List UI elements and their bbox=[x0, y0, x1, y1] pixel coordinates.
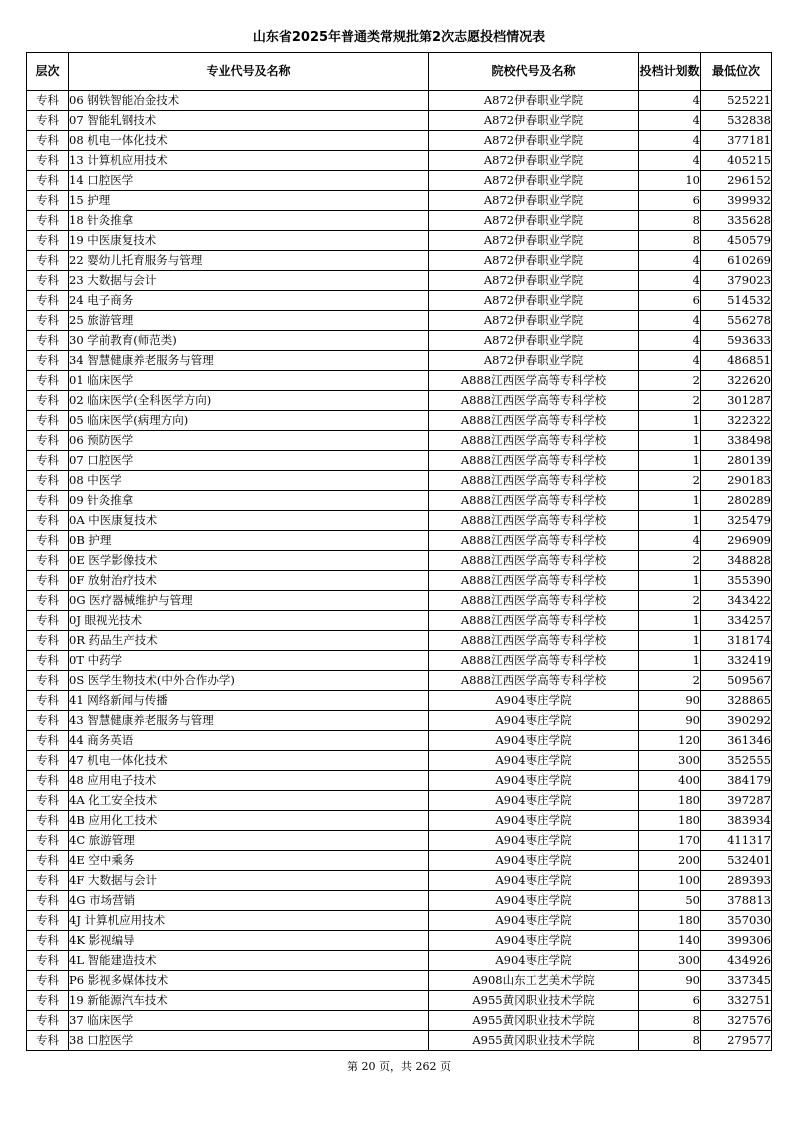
cell-rank: 337345 bbox=[701, 971, 772, 991]
table-row bbox=[27, 951, 772, 971]
cell-school: A888江西医学高等专科学校 bbox=[429, 451, 639, 471]
cell-plan: 1 bbox=[639, 431, 701, 451]
cell-major: 24 电子商务 bbox=[69, 291, 429, 311]
cell-school: A872伊春职业学院 bbox=[429, 91, 639, 111]
cell-school: A904枣庄学院 bbox=[429, 711, 639, 731]
cell-plan: 1 bbox=[639, 611, 701, 631]
table-row bbox=[27, 831, 772, 851]
cell-school: A904枣庄学院 bbox=[429, 731, 639, 751]
cell-major: 07 智能轧钢技术 bbox=[69, 111, 429, 131]
cell-plan: 2 bbox=[639, 371, 701, 391]
cell-rank: 399306 bbox=[701, 931, 772, 951]
cell-rank: 296909 bbox=[701, 531, 772, 551]
cell-level: 专科 bbox=[27, 671, 69, 691]
cell-rank: 280289 bbox=[701, 491, 772, 511]
cell-level: 专科 bbox=[27, 251, 69, 271]
cell-level: 专科 bbox=[27, 151, 69, 171]
cell-level: 专科 bbox=[27, 211, 69, 231]
header-school: 院校代号及名称 bbox=[429, 53, 639, 91]
cell-level: 专科 bbox=[27, 171, 69, 191]
cell-major: 07 口腔医学 bbox=[69, 451, 429, 471]
table-row bbox=[27, 591, 772, 611]
cell-school: A872伊春职业学院 bbox=[429, 271, 639, 291]
table-row bbox=[27, 931, 772, 951]
cell-level: 专科 bbox=[27, 831, 69, 851]
cell-school: A908山东工艺美术学院 bbox=[429, 971, 639, 991]
cell-plan: 2 bbox=[639, 471, 701, 491]
table-row bbox=[27, 211, 772, 231]
cell-level: 专科 bbox=[27, 591, 69, 611]
cell-level: 专科 bbox=[27, 451, 69, 471]
cell-plan: 2 bbox=[639, 391, 701, 411]
table-body bbox=[27, 91, 772, 1051]
cell-level: 专科 bbox=[27, 771, 69, 791]
cell-rank: 280139 bbox=[701, 451, 772, 471]
cell-plan: 8 bbox=[639, 231, 701, 251]
table-row bbox=[27, 811, 772, 831]
cell-level: 专科 bbox=[27, 911, 69, 931]
cell-rank: 334257 bbox=[701, 611, 772, 631]
cell-level: 专科 bbox=[27, 351, 69, 371]
cell-school: A904枣庄学院 bbox=[429, 811, 639, 831]
cell-level: 专科 bbox=[27, 931, 69, 951]
cell-plan: 1 bbox=[639, 491, 701, 511]
cell-major: 19 中医康复技术 bbox=[69, 231, 429, 251]
cell-major: 06 预防医学 bbox=[69, 431, 429, 451]
cell-school: A888江西医学高等专科学校 bbox=[429, 671, 639, 691]
cell-plan: 4 bbox=[639, 271, 701, 291]
cell-major: 08 机电一体化技术 bbox=[69, 131, 429, 151]
cell-plan: 200 bbox=[639, 851, 701, 871]
cell-rank: 397287 bbox=[701, 791, 772, 811]
cell-major: 37 临床医学 bbox=[69, 1011, 429, 1031]
table-row bbox=[27, 791, 772, 811]
header-major: 专业代号及名称 bbox=[69, 53, 429, 91]
cell-plan: 6 bbox=[639, 291, 701, 311]
cell-plan: 1 bbox=[639, 651, 701, 671]
cell-level: 专科 bbox=[27, 791, 69, 811]
cell-major: 22 婴幼儿托育服务与管理 bbox=[69, 251, 429, 271]
cell-level: 专科 bbox=[27, 531, 69, 551]
cell-level: 专科 bbox=[27, 811, 69, 831]
table-row bbox=[27, 691, 772, 711]
cell-school: A904枣庄学院 bbox=[429, 791, 639, 811]
cell-school: A872伊春职业学院 bbox=[429, 231, 639, 251]
cell-school: A888江西医学高等专科学校 bbox=[429, 571, 639, 591]
cell-rank: 328865 bbox=[701, 691, 772, 711]
table-row bbox=[27, 151, 772, 171]
cell-rank: 332419 bbox=[701, 651, 772, 671]
cell-rank: 434926 bbox=[701, 951, 772, 971]
cell-rank: 514532 bbox=[701, 291, 772, 311]
cell-plan: 2 bbox=[639, 591, 701, 611]
cell-plan: 120 bbox=[639, 731, 701, 751]
cell-plan: 4 bbox=[639, 331, 701, 351]
table-row bbox=[27, 631, 772, 651]
cell-major: 18 针灸推拿 bbox=[69, 211, 429, 231]
cell-rank: 450579 bbox=[701, 231, 772, 251]
table-row bbox=[27, 911, 772, 931]
cell-plan: 6 bbox=[639, 991, 701, 1011]
cell-level: 专科 bbox=[27, 491, 69, 511]
header-level: 层次 bbox=[27, 53, 69, 91]
cell-plan: 1 bbox=[639, 571, 701, 591]
cell-level: 专科 bbox=[27, 611, 69, 631]
table-row bbox=[27, 891, 772, 911]
cell-school: A955黄冈职业技术学院 bbox=[429, 991, 639, 1011]
table-row bbox=[27, 411, 772, 431]
table-row bbox=[27, 451, 772, 471]
cell-major: 4L 智能建造技术 bbox=[69, 951, 429, 971]
cell-school: A872伊春职业学院 bbox=[429, 171, 639, 191]
cell-school: A872伊春职业学院 bbox=[429, 211, 639, 231]
table-row bbox=[27, 611, 772, 631]
cell-plan: 180 bbox=[639, 911, 701, 931]
cell-major: 38 口腔医学 bbox=[69, 1031, 429, 1051]
cell-level: 专科 bbox=[27, 291, 69, 311]
table-row bbox=[27, 391, 772, 411]
cell-rank: 318174 bbox=[701, 631, 772, 651]
cell-level: 专科 bbox=[27, 851, 69, 871]
cell-plan: 90 bbox=[639, 691, 701, 711]
cell-major: 05 临床医学(病理方向) bbox=[69, 411, 429, 431]
cell-rank: 279577 bbox=[701, 1031, 772, 1051]
table-row bbox=[27, 1011, 772, 1031]
cell-school: A888江西医学高等专科学校 bbox=[429, 631, 639, 651]
cell-level: 专科 bbox=[27, 391, 69, 411]
cell-school: A872伊春职业学院 bbox=[429, 251, 639, 271]
cell-level: 专科 bbox=[27, 711, 69, 731]
cell-rank: 357030 bbox=[701, 911, 772, 931]
cell-rank: 289393 bbox=[701, 871, 772, 891]
cell-major: 34 智慧健康养老服务与管理 bbox=[69, 351, 429, 371]
cell-rank: 593633 bbox=[701, 331, 772, 351]
table-row bbox=[27, 731, 772, 751]
table-row bbox=[27, 711, 772, 731]
cell-level: 专科 bbox=[27, 751, 69, 771]
cell-rank: 322620 bbox=[701, 371, 772, 391]
cell-rank: 379023 bbox=[701, 271, 772, 291]
table-row bbox=[27, 551, 772, 571]
cell-plan: 140 bbox=[639, 931, 701, 951]
cell-major: 4E 空中乘务 bbox=[69, 851, 429, 871]
cell-level: 专科 bbox=[27, 191, 69, 211]
table-row bbox=[27, 671, 772, 691]
cell-major: 01 临床医学 bbox=[69, 371, 429, 391]
cell-plan: 1 bbox=[639, 411, 701, 431]
cell-level: 专科 bbox=[27, 891, 69, 911]
table-row bbox=[27, 871, 772, 891]
cell-plan: 2 bbox=[639, 671, 701, 691]
cell-level: 专科 bbox=[27, 431, 69, 451]
cell-major: 41 网络新闻与传播 bbox=[69, 691, 429, 711]
cell-level: 专科 bbox=[27, 111, 69, 131]
cell-school: A904枣庄学院 bbox=[429, 871, 639, 891]
cell-rank: 301287 bbox=[701, 391, 772, 411]
cell-rank: 348828 bbox=[701, 551, 772, 571]
cell-plan: 90 bbox=[639, 971, 701, 991]
cell-rank: 384179 bbox=[701, 771, 772, 791]
cell-school: A904枣庄学院 bbox=[429, 911, 639, 931]
cell-level: 专科 bbox=[27, 331, 69, 351]
cell-major: 14 口腔医学 bbox=[69, 171, 429, 191]
cell-major: 48 应用电子技术 bbox=[69, 771, 429, 791]
cell-major: 0E 医学影像技术 bbox=[69, 551, 429, 571]
cell-major: 06 钢铁智能冶金技术 bbox=[69, 91, 429, 111]
cell-school: A888江西医学高等专科学校 bbox=[429, 391, 639, 411]
cell-rank: 322322 bbox=[701, 411, 772, 431]
cell-rank: 556278 bbox=[701, 311, 772, 331]
cell-school: A955黄冈职业技术学院 bbox=[429, 1011, 639, 1031]
cell-plan: 180 bbox=[639, 811, 701, 831]
cell-school: A904枣庄学院 bbox=[429, 931, 639, 951]
cell-school: A904枣庄学院 bbox=[429, 831, 639, 851]
cell-rank: 332751 bbox=[701, 991, 772, 1011]
cell-major: 19 新能源汽车技术 bbox=[69, 991, 429, 1011]
cell-major: 4B 应用化工技术 bbox=[69, 811, 429, 831]
table-row bbox=[27, 371, 772, 391]
table-row bbox=[27, 271, 772, 291]
table-row bbox=[27, 851, 772, 871]
cell-plan: 180 bbox=[639, 791, 701, 811]
cell-plan: 4 bbox=[639, 531, 701, 551]
cell-major: 0F 放射治疗技术 bbox=[69, 571, 429, 591]
cell-school: A888江西医学高等专科学校 bbox=[429, 491, 639, 511]
cell-level: 专科 bbox=[27, 631, 69, 651]
cell-level: 专科 bbox=[27, 971, 69, 991]
cell-school: A888江西医学高等专科学校 bbox=[429, 511, 639, 531]
cell-plan: 400 bbox=[639, 771, 701, 791]
cell-major: 25 旅游管理 bbox=[69, 311, 429, 331]
cell-school: A872伊春职业学院 bbox=[429, 311, 639, 331]
cell-rank: 335628 bbox=[701, 211, 772, 231]
cell-major: 4J 计算机应用技术 bbox=[69, 911, 429, 931]
header-rank: 最低位次 bbox=[701, 53, 772, 91]
table-row bbox=[27, 751, 772, 771]
cell-plan: 4 bbox=[639, 311, 701, 331]
cell-school: A888江西医学高等专科学校 bbox=[429, 551, 639, 571]
cell-level: 专科 bbox=[27, 1011, 69, 1031]
cell-rank: 486851 bbox=[701, 351, 772, 371]
cell-major: 08 中医学 bbox=[69, 471, 429, 491]
cell-major: 4A 化工安全技术 bbox=[69, 791, 429, 811]
cell-plan: 2 bbox=[639, 551, 701, 571]
cell-level: 专科 bbox=[27, 871, 69, 891]
cell-rank: 411317 bbox=[701, 831, 772, 851]
cell-plan: 10 bbox=[639, 171, 701, 191]
cell-rank: 378813 bbox=[701, 891, 772, 911]
table-row bbox=[27, 131, 772, 151]
cell-major: 0A 中医康复技术 bbox=[69, 511, 429, 531]
cell-school: A872伊春职业学院 bbox=[429, 111, 639, 131]
cell-major: P6 影视多媒体技术 bbox=[69, 971, 429, 991]
cell-rank: 532838 bbox=[701, 111, 772, 131]
cell-level: 专科 bbox=[27, 551, 69, 571]
cell-rank: 338498 bbox=[701, 431, 772, 451]
header-plan: 投档计划数 bbox=[639, 53, 701, 91]
cell-rank: 610269 bbox=[701, 251, 772, 271]
cell-rank: 352555 bbox=[701, 751, 772, 771]
cell-level: 专科 bbox=[27, 131, 69, 151]
cell-rank: 383934 bbox=[701, 811, 772, 831]
cell-level: 专科 bbox=[27, 371, 69, 391]
cell-level: 专科 bbox=[27, 271, 69, 291]
table-row bbox=[27, 291, 772, 311]
cell-plan: 4 bbox=[639, 351, 701, 371]
cell-rank: 399932 bbox=[701, 191, 772, 211]
cell-level: 专科 bbox=[27, 651, 69, 671]
cell-major: 02 临床医学(全科医学方向) bbox=[69, 391, 429, 411]
cell-rank: 361346 bbox=[701, 731, 772, 751]
cell-school: A888江西医学高等专科学校 bbox=[429, 371, 639, 391]
cell-school: A888江西医学高等专科学校 bbox=[429, 591, 639, 611]
cell-plan: 1 bbox=[639, 511, 701, 531]
cell-school: A904枣庄学院 bbox=[429, 771, 639, 791]
cell-plan: 8 bbox=[639, 211, 701, 231]
cell-rank: 532401 bbox=[701, 851, 772, 871]
cell-school: A872伊春职业学院 bbox=[429, 291, 639, 311]
cell-level: 专科 bbox=[27, 731, 69, 751]
table-header-row bbox=[27, 53, 772, 91]
cell-plan: 8 bbox=[639, 1031, 701, 1051]
cell-level: 专科 bbox=[27, 991, 69, 1011]
cell-level: 专科 bbox=[27, 411, 69, 431]
cell-rank: 390292 bbox=[701, 711, 772, 731]
table-row bbox=[27, 771, 772, 791]
cell-major: 15 护理 bbox=[69, 191, 429, 211]
table-row bbox=[27, 971, 772, 991]
cell-rank: 290183 bbox=[701, 471, 772, 491]
cell-school: A904枣庄学院 bbox=[429, 751, 639, 771]
page-footer: 第 20 页，共 262 页 bbox=[347, 1060, 451, 1073]
cell-major: 13 计算机应用技术 bbox=[69, 151, 429, 171]
cell-school: A904枣庄学院 bbox=[429, 691, 639, 711]
cell-plan: 6 bbox=[639, 191, 701, 211]
cell-school: A904枣庄学院 bbox=[429, 851, 639, 871]
cell-major: 0S 医学生物技术(中外合作办学) bbox=[69, 671, 429, 691]
cell-level: 专科 bbox=[27, 691, 69, 711]
cell-major: 23 大数据与会计 bbox=[69, 271, 429, 291]
admission-table bbox=[26, 52, 772, 1051]
cell-school: A955黄冈职业技术学院 bbox=[429, 1031, 639, 1051]
cell-level: 专科 bbox=[27, 1031, 69, 1051]
cell-school: A872伊春职业学院 bbox=[429, 351, 639, 371]
cell-school: A872伊春职业学院 bbox=[429, 331, 639, 351]
cell-plan: 4 bbox=[639, 251, 701, 271]
cell-major: 0R 药品生产技术 bbox=[69, 631, 429, 651]
cell-plan: 50 bbox=[639, 891, 701, 911]
cell-major: 09 针灸推拿 bbox=[69, 491, 429, 511]
table-row bbox=[27, 1031, 772, 1051]
cell-major: 44 商务英语 bbox=[69, 731, 429, 751]
table-row bbox=[27, 91, 772, 111]
cell-rank: 377181 bbox=[701, 131, 772, 151]
cell-school: A872伊春职业学院 bbox=[429, 191, 639, 211]
table-row bbox=[27, 651, 772, 671]
cell-plan: 4 bbox=[639, 131, 701, 151]
table-row bbox=[27, 171, 772, 191]
cell-school: A888江西医学高等专科学校 bbox=[429, 411, 639, 431]
cell-rank: 355390 bbox=[701, 571, 772, 591]
cell-major: 0J 眼视光技术 bbox=[69, 611, 429, 631]
table-row bbox=[27, 431, 772, 451]
cell-major: 30 学前教育(师范类) bbox=[69, 331, 429, 351]
table-row bbox=[27, 191, 772, 211]
table-row bbox=[27, 311, 772, 331]
cell-major: 4C 旅游管理 bbox=[69, 831, 429, 851]
cell-school: A888江西医学高等专科学校 bbox=[429, 611, 639, 631]
table-row bbox=[27, 571, 772, 591]
cell-school: A872伊春职业学院 bbox=[429, 131, 639, 151]
cell-rank: 525221 bbox=[701, 91, 772, 111]
cell-plan: 8 bbox=[639, 1011, 701, 1031]
cell-rank: 327576 bbox=[701, 1011, 772, 1031]
cell-plan: 90 bbox=[639, 711, 701, 731]
cell-school: A872伊春职业学院 bbox=[429, 151, 639, 171]
cell-school: A888江西医学高等专科学校 bbox=[429, 471, 639, 491]
table-row bbox=[27, 991, 772, 1011]
cell-plan: 4 bbox=[639, 91, 701, 111]
cell-major: 47 机电一体化技术 bbox=[69, 751, 429, 771]
cell-plan: 4 bbox=[639, 151, 701, 171]
cell-school: A888江西医学高等专科学校 bbox=[429, 531, 639, 551]
cell-major: 4G 市场营销 bbox=[69, 891, 429, 911]
table-row bbox=[27, 331, 772, 351]
table-row bbox=[27, 251, 772, 271]
table-row bbox=[27, 351, 772, 371]
table-row bbox=[27, 511, 772, 531]
cell-school: A888江西医学高等专科学校 bbox=[429, 431, 639, 451]
table-row bbox=[27, 111, 772, 131]
table-row bbox=[27, 471, 772, 491]
cell-major: 43 智慧健康养老服务与管理 bbox=[69, 711, 429, 731]
cell-school: A888江西医学高等专科学校 bbox=[429, 651, 639, 671]
cell-level: 专科 bbox=[27, 511, 69, 531]
cell-major: 0G 医疗器械维护与管理 bbox=[69, 591, 429, 611]
cell-rank: 343422 bbox=[701, 591, 772, 611]
cell-major: 4F 大数据与会计 bbox=[69, 871, 429, 891]
cell-plan: 300 bbox=[639, 751, 701, 771]
cell-level: 专科 bbox=[27, 471, 69, 491]
cell-level: 专科 bbox=[27, 571, 69, 591]
table-row bbox=[27, 531, 772, 551]
cell-level: 专科 bbox=[27, 231, 69, 251]
cell-plan: 100 bbox=[639, 871, 701, 891]
table-row bbox=[27, 491, 772, 511]
cell-rank: 296152 bbox=[701, 171, 772, 191]
cell-rank: 509567 bbox=[701, 671, 772, 691]
cell-plan: 170 bbox=[639, 831, 701, 851]
cell-plan: 300 bbox=[639, 951, 701, 971]
cell-rank: 405215 bbox=[701, 151, 772, 171]
cell-major: 0B 护理 bbox=[69, 531, 429, 551]
cell-school: A904枣庄学院 bbox=[429, 951, 639, 971]
cell-level: 专科 bbox=[27, 951, 69, 971]
cell-plan: 4 bbox=[639, 111, 701, 131]
cell-major: 4K 影视编导 bbox=[69, 931, 429, 951]
cell-major: 0T 中药学 bbox=[69, 651, 429, 671]
cell-level: 专科 bbox=[27, 311, 69, 331]
cell-plan: 1 bbox=[639, 451, 701, 471]
cell-school: A904枣庄学院 bbox=[429, 891, 639, 911]
cell-level: 专科 bbox=[27, 91, 69, 111]
table-row bbox=[27, 231, 772, 251]
cell-rank: 325479 bbox=[701, 511, 772, 531]
page-title: 山东省2025年普通类常规批第2次志愿投档情况表 bbox=[252, 30, 546, 45]
cell-plan: 1 bbox=[639, 631, 701, 651]
